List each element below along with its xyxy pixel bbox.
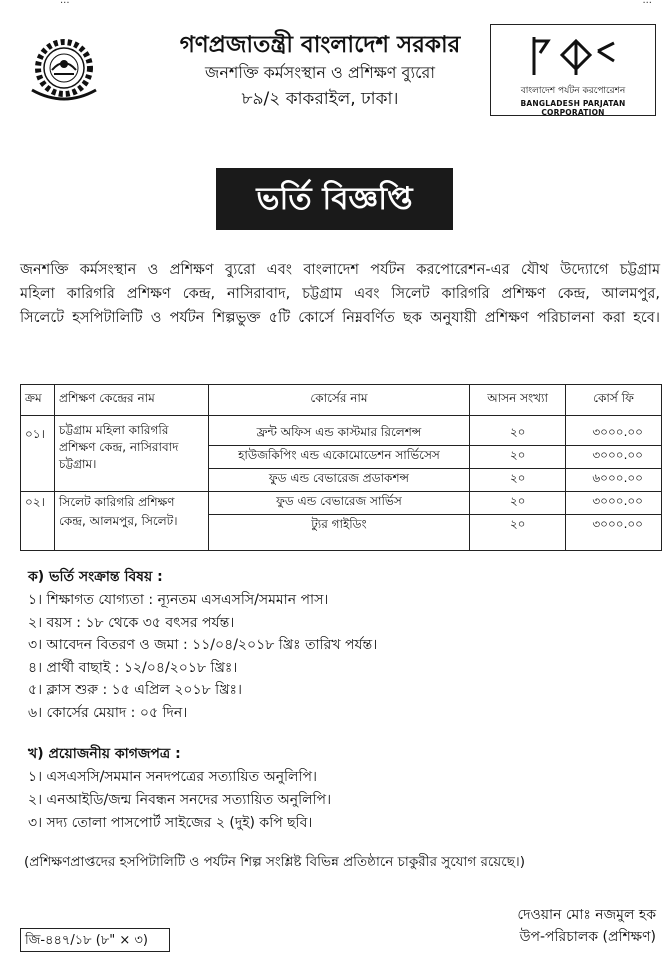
course-seats: ২০ <box>470 416 566 446</box>
course-name: ট্যুর গাইডিং <box>208 515 469 551</box>
documents-list <box>28 766 648 835</box>
serial-cell: ০২। <box>21 492 55 551</box>
documents-heading: খ) প্রয়োজনীয় কাগজপত্র : <box>28 746 181 762</box>
col-course: কোর্সের নাম <box>208 385 469 416</box>
employment-note: (প্রশিক্ষণপ্রাপ্তদের হসপিটালিটি ও পর্যটন শিল্প সংশ্লিষ্ট বিভিন্ন প্রতিষ্ঠানে চাকুরীর সুযোগ রয়েছে।) <box>24 854 525 870</box>
table-row <box>21 492 662 515</box>
col-seats: আসন সংখ্যা <box>470 385 566 416</box>
top-strip-right: ... <box>642 0 652 6</box>
course-fee: ৩০০০.০০ <box>566 446 662 469</box>
intro-paragraph <box>20 258 660 330</box>
parjatan-name-english: BANGLADESH PARJATAN CORPORATION <box>520 99 626 117</box>
list-item: ১। শিক্ষাগত যোগ্যতা : ন্যূনতম এসএসসি/সমমান পাস। <box>28 592 329 608</box>
signatory-name: দেওয়ান মোঃ নজমুল হক <box>517 907 656 923</box>
parjatan-name-bangla: বাংলাদেশ পর্যটন করপোরেশন <box>520 86 626 96</box>
admission-section <box>28 565 648 724</box>
top-strip <box>0 0 672 9</box>
admission-list <box>28 589 648 724</box>
intro-line: মহিলা কারিগরি প্রশিক্ষণ কেন্দ্র, নাসিরাবাদ, চট্টগ্রাম এবং সিলেট কারিগরি প্রশিক্ষণ কেন্দ্র, আলমপুর, <box>20 286 660 302</box>
course-seats: ২০ <box>470 446 566 469</box>
bureau-name: জনশক্তি কর্মসংস্থান ও প্রশিক্ষণ ব্যুরো <box>205 63 435 82</box>
admission-heading: ক) ভর্তি সংক্রান্ত বিষয় : <box>28 569 163 585</box>
col-fee: কোর্স ফি <box>566 385 662 416</box>
list-item: ৩। আবেদন বিতরণ ও জমা : ১১/০৪/২০১৮ খ্রিঃ তারিখ পর্যন্ত। <box>28 637 378 653</box>
signatory-designation: উপ-পরিচালক (প্রশিক্ষণ) <box>519 929 656 945</box>
list-item: ৪। প্রার্থী বাছাই : ১২/০৪/২০১৮ খ্রিঃ। <box>28 659 238 676</box>
table-header-row <box>21 385 662 416</box>
reference-code: জি-৪৪৭/১৮ (৮" × ৩) <box>20 928 170 952</box>
course-seats: ২০ <box>470 469 566 492</box>
course-name: ফুড এন্ড বেভারেজ সার্ভিস <box>208 492 469 515</box>
top-strip-left: ... <box>60 0 70 6</box>
course-fee: ৩০০০.০০ <box>566 515 662 551</box>
center-cell: চট্টগ্রাম মহিলা কারিগরি প্রশিক্ষণ কেন্দ্র, নাসিরাবাদ চট্টগ্রাম। <box>54 416 208 492</box>
list-item: ৩। সদ্য তোলা পাসপোর্ট সাইজের ২ (দুই) কপি ছবি। <box>28 815 313 831</box>
list-item: ৫। ক্লাস শুরু : ১৫ এপ্রিল ২০১৮ খ্রিঃ। <box>28 682 242 698</box>
center-cell: সিলেট কারিগরি প্রশিক্ষণ কেন্দ্র, আলমপুর, সিলেট। <box>54 492 208 551</box>
signature-block <box>470 904 656 948</box>
intro-line: সিলেটে হসপিটালিটি ও পর্যটন শিল্পভুক্ত ৫টি কোর্সে নিম্নবর্ণিত ছক অনুযায়ী প্রশিক্ষণ পরিচালনা করা হবে। <box>20 310 660 326</box>
header <box>130 30 510 112</box>
course-name: ফুড এন্ড বেভারেজ প্রডাকশন্স <box>208 469 469 492</box>
list-item: ১। এসএসসি/সমমান সনদপত্রের সত্যায়িত অনুলিপি। <box>28 769 318 785</box>
bmet-emblem-icon <box>22 34 106 108</box>
course-seats: ২০ <box>470 515 566 551</box>
course-table <box>20 384 662 551</box>
course-name: ফ্রন্ট অফিস এন্ড কাস্টমার রিলেশন্স <box>208 416 469 446</box>
course-name: হাউজকিপিং এন্ড একোমোডেশন সার্ভিসেস <box>208 446 469 469</box>
list-item: ২। এনআইডি/জন্ম নিবন্ধন সনদের সত্যায়িত অনুলিপি। <box>28 792 332 808</box>
table-row <box>21 416 662 446</box>
documents-section <box>28 742 648 835</box>
list-item: ২। বয়স : ১৮ থেকে ৩৫ বৎসর পর্যন্ত। <box>28 614 235 631</box>
parjatan-logo <box>490 24 656 116</box>
course-seats: ২০ <box>470 492 566 515</box>
notice-title: ভর্তি বিজ্ঞপ্তি <box>216 168 453 230</box>
course-fee: ৩০০০.০০ <box>566 492 662 515</box>
intro-line: জনশক্তি কর্মসংস্থান ও প্রশিক্ষণ ব্যুরো এবং বাংলাদেশ পর্যটন করপোরেশন-এর যৌথ উদ্যোগে চট্টগ্রাম <box>20 262 660 278</box>
parjatan-mark-icon <box>524 31 624 81</box>
list-item: ৬। কোর্সের মেয়াদ : ০৫ দিন। <box>28 704 188 721</box>
col-serial: ক্রম <box>21 385 55 416</box>
serial-cell: ০১। <box>21 416 55 492</box>
col-center: প্রশিক্ষণ কেন্দ্রের নাম <box>54 385 208 416</box>
govt-title: গণপ্রজাতন্ত্রী বাংলাদেশ সরকার <box>179 32 461 58</box>
course-fee: ৬০০০.০০ <box>566 469 662 492</box>
course-fee: ৩০০০.০০ <box>566 416 662 446</box>
bureau-address: ৮৯/২ কাকরাইল, ঢাকা। <box>241 89 399 109</box>
